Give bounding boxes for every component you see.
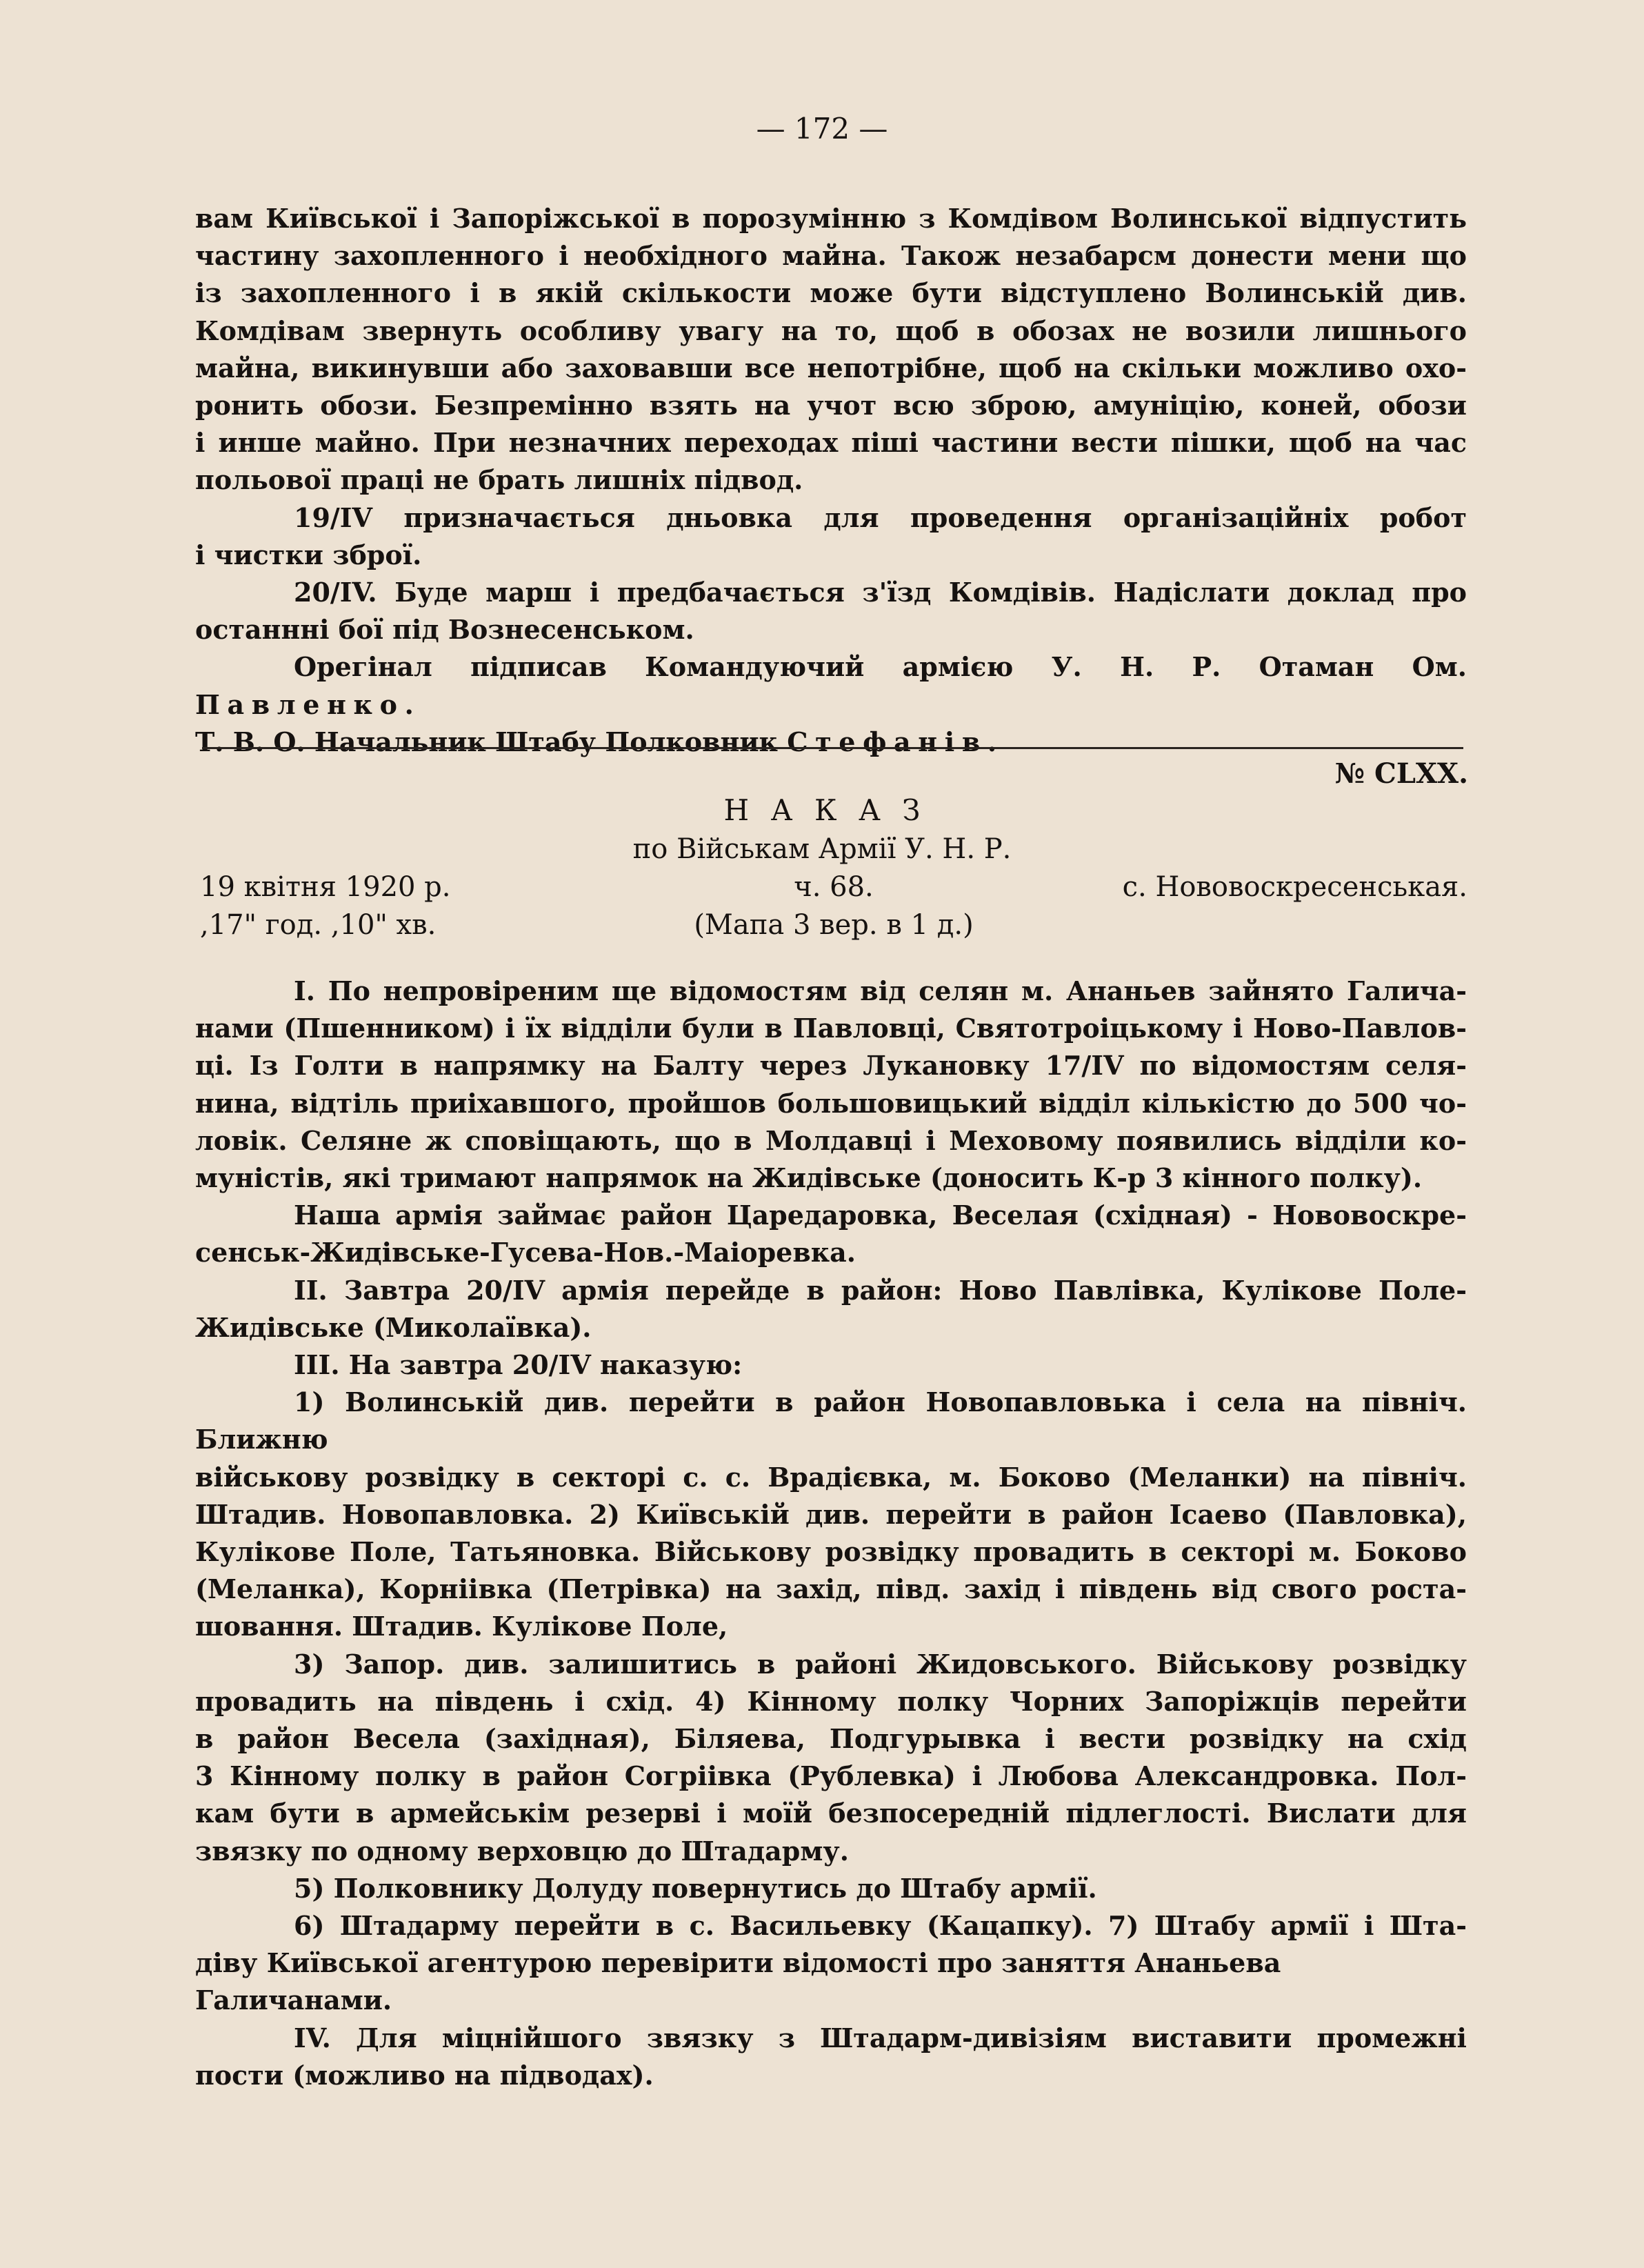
paragraph-continuation (195, 200, 1467, 499)
item-3-4 (195, 1646, 1467, 1870)
text-line: 5) Полковнику Долуду повернутись до Штабу армії. (294, 1872, 1097, 1904)
text-line: нами (Пшенником) і їх відділи були в Павловці, Святотроіцькому і Ново-Павлов- (195, 1013, 1467, 1044)
signature-line (195, 724, 1467, 761)
signatory-name: Стефанів. (787, 726, 1004, 757)
order-body (195, 973, 1467, 2094)
signature-line (195, 648, 1467, 723)
text-line: 1) Волинській див. перейти в район Новопавловька і села на північ. Ближню (195, 1386, 1467, 1455)
section-4 (195, 2020, 1467, 2094)
text-line: ронить обози. Безпремінно взять на учот всю зброю, амуніцію, коней, обози (195, 390, 1467, 421)
order-part: ч. 68. (794, 871, 874, 903)
signature-text: Т. В. О. Начальник Штабу Полковник (195, 726, 778, 757)
order-meta-row-date (200, 871, 1467, 910)
text-line: ці. Із Голти в напрямку на Балту через Лукановку 17/IV по відомостям селя- (195, 1050, 1467, 1082)
text-line: звязку по одному верховцю до Штадарму. (195, 1835, 849, 1867)
text-line: Комдівам звернуть особливу увагу на то, щоб в обозах не возили лишнього (195, 315, 1467, 346)
text-line: ловік. Селяне ж сповіщають, що в Молдавці і Меховому появились відділи ко- (195, 1124, 1467, 1156)
page-number: — 172 — (756, 112, 888, 146)
section-2 (195, 1272, 1467, 1346)
text-line: сенськ-Жидівське-Гусева-Нов.-Маіоревка. (195, 1237, 856, 1269)
signatory-name: Павленко. (195, 688, 421, 720)
section-divider (202, 747, 1463, 749)
text-line: шовання. Штадив. Кулікове Поле, (195, 1611, 728, 1642)
section-1 (195, 973, 1467, 1197)
text-line: провадить на південь і схід. 4) Кінному полку Чорних Запоріжців перейти (195, 1685, 1467, 1717)
text-line: I. По непровіреним ще відомостям від селян м. Ананьев зайнято Галича- (294, 975, 1467, 1006)
order-time: ,17" год. ,10" хв. (200, 909, 437, 941)
text-line: 6) Штадарму перейти в с. Васильевку (Кацапку). 7) Штабу армії і Шта- (294, 1910, 1467, 1942)
text-line: і инше майно. При незначних переходах піші частини вести пішки, щоб на час (195, 427, 1467, 459)
text-line: 20/IV. Буде марш і предбачається з'їзд Комдівів. Надіслати доклад про (294, 577, 1467, 608)
text-line: із захопленного і в якій скількости може бути відступлено Волинській див. (195, 277, 1467, 309)
order-map: (Мапа 3 вер. в 1 д.) (694, 909, 974, 941)
order-subtitle: по Військам Армії У. Н. Р. (632, 833, 1012, 865)
text-line: нина, відтіль приіхавшого, пройшов большовицький відділ кількістю до 500 чо- (195, 1087, 1467, 1119)
text-line: військову розвідку в секторі с. с. Врадієвка, м. Боково (Меланки) на північ. (195, 1461, 1467, 1493)
text-line: (Меланка), Корніівка (Петрівка) на захід, півд. захід і південь від свого роста- (195, 1573, 1467, 1605)
text-line: Наша армія займає район Царедаровка, Веселая (східная) - Нововоскре- (294, 1200, 1467, 1231)
text-line: майна, викинувши або заховавши все непотрібне, щоб на скільки можливо охо- (195, 352, 1467, 384)
section-3 (195, 1346, 1467, 2020)
text-line: Жидівське (Миколаївка). (195, 1311, 592, 1343)
text-line: Кулікове Поле, Татьяновка. Військову розвідку провадить в секторі м. Боково (195, 1536, 1467, 1568)
text-line: останнні бої під Вознесенськом. (195, 614, 694, 646)
text-line: діву Київської агентурою перевірити відомості про заняття Ананьева Галичанами. (195, 1947, 1281, 2016)
text-line: пости (можливо на підводах). (195, 2059, 654, 2091)
order-title: НАКАЗ (723, 793, 942, 827)
text-line: вам Київської і Запоріжської в порозумінню з Комдівом Волинської відпустить (195, 203, 1467, 234)
order-meta-row-time (200, 909, 1467, 948)
text-line: Штадив. Новопавловка. 2) Київській див. перейти в район Ісаево (Павловка), (195, 1498, 1467, 1530)
order-number: № CLXX. (1334, 757, 1468, 790)
text-line: і чистки зброї. (195, 539, 422, 570)
paragraph-march (195, 574, 1467, 648)
signature-block (195, 648, 1467, 761)
signature-text: Орегінал підписав Командуючий армією У. Н. Р. Отаман Ом. (294, 651, 1467, 683)
section-heading: III. На завтра 20/IV наказую: (294, 1349, 743, 1381)
text-line: польової праці не брать лишніх підвод. (195, 464, 803, 496)
item-6-7 (195, 1907, 1467, 2020)
item-5 (195, 1870, 1467, 1907)
text-line: кам бути в армейськім резерві і моїй безпосередній підлеглості. Вислати для (195, 1798, 1467, 1829)
text-line: 3 Кінному полку в район Согріівка (Рублевка) і Любова Александровка. Пол- (195, 1760, 1467, 1792)
continuation-section (195, 200, 1467, 761)
text-line: II. Завтра 20/IV армія перейде в район: Ново Павлівка, Кулікове Поле- (294, 1274, 1467, 1306)
text-line: в район Весела (західная), Біляева, Подгурывка і вести розвідку на схід (195, 1723, 1467, 1755)
order-place: с. Нововоскресенськая. (1122, 871, 1467, 903)
text-line: муністів, які тримают напрямок на Жидівське (доносить К-р 3 кінного полку). (195, 1162, 1423, 1194)
paragraph-rest-day (195, 499, 1467, 574)
section-1-army-position (195, 1197, 1467, 1271)
text-line: 19/IV призначається дньовка для проведення організаційніх робот (294, 501, 1467, 533)
text-line: частину захопленного і необхідного майна. Також незабарсм донести мени що (195, 240, 1467, 272)
text-line: 3) Запор. див. залишитись в районі Жидовського. Військову розвідку (294, 1648, 1467, 1680)
order-date: 19 квітня 1920 р. (200, 871, 451, 903)
item-1-2 (195, 1384, 1467, 1645)
text-line: IV. Для міцнійшого звязку з Штадарм-дивізіям виставити промежні (294, 2022, 1467, 2053)
